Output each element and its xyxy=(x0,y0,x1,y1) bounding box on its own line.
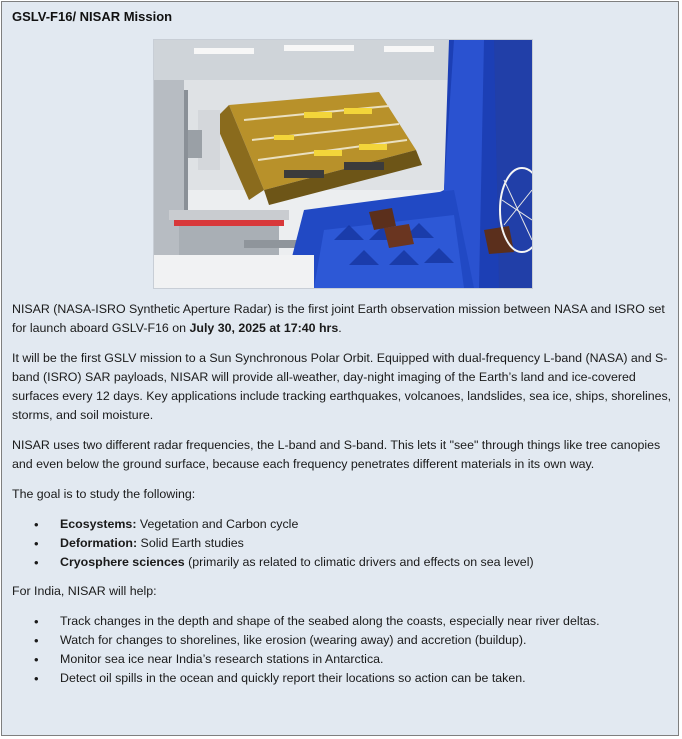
page-title: GSLV-F16/ NISAR Mission xyxy=(12,9,173,24)
list-item: • Monitor sea ice near India’s research stations in Antarctica. xyxy=(12,650,680,669)
mission-card xyxy=(1,1,679,736)
intro-paragraph: NISAR (NASA-ISRO Synthetic Aperture Radar) is the first joint Earth observation mission between NASA and ISRO set for launch aboard GSLV-F16 on July 30, 2025 at 17:40 hrs. xyxy=(12,302,665,335)
list-item: • Ecosystems: Vegetation and Carbon cycle xyxy=(12,515,680,534)
orbit-paragraph: It will be the first GSLV mission to a Sun Synchronous Polar Orbit. Equipped with dual-frequency L-band (NASA) and S-band (ISRO) SAR payloads, NISAR will provide all-weather, day-night imaging of the Earth’s land and ice-covered surfaces every 12 days. Key applications include tracking earthquakes, volcanoes, landslides, sea ice, ships, shorelines, storms, and soil moisture. xyxy=(12,351,672,422)
india-intro: For India, NISAR will help: xyxy=(12,584,157,598)
list-item: • Detect oil spills in the ocean and quickly report their locations so action can be taken. xyxy=(12,669,680,688)
launch-date: July 30, 2025 at 17:40 hrs xyxy=(189,321,339,335)
radar-paragraph: NISAR uses two different radar frequencies, the L-band and S-band. This lets it "see" through things like tree canopies and even below the ground surface, because each frequency penetrates different materials in its own way. xyxy=(12,438,661,471)
list-item: • Deformation: Solid Earth studies xyxy=(12,534,680,553)
list-item: • Track changes in the depth and shape of the seabed along the coasts, especially near river deltas. xyxy=(12,612,680,631)
satellite-photo-icon xyxy=(154,40,532,288)
goal-intro: The goal is to study the following: xyxy=(12,487,196,501)
satellite-photo xyxy=(153,39,533,289)
list-item: • Cryosphere sciences (primarily as related to climatic drivers and effects on sea level) xyxy=(12,553,680,572)
mission-text xyxy=(12,300,680,698)
list-item: • Watch for changes to shorelines, like erosion (wearing away) and accretion (buildup). xyxy=(12,631,680,650)
goal-list xyxy=(12,515,680,572)
india-list xyxy=(12,612,680,688)
